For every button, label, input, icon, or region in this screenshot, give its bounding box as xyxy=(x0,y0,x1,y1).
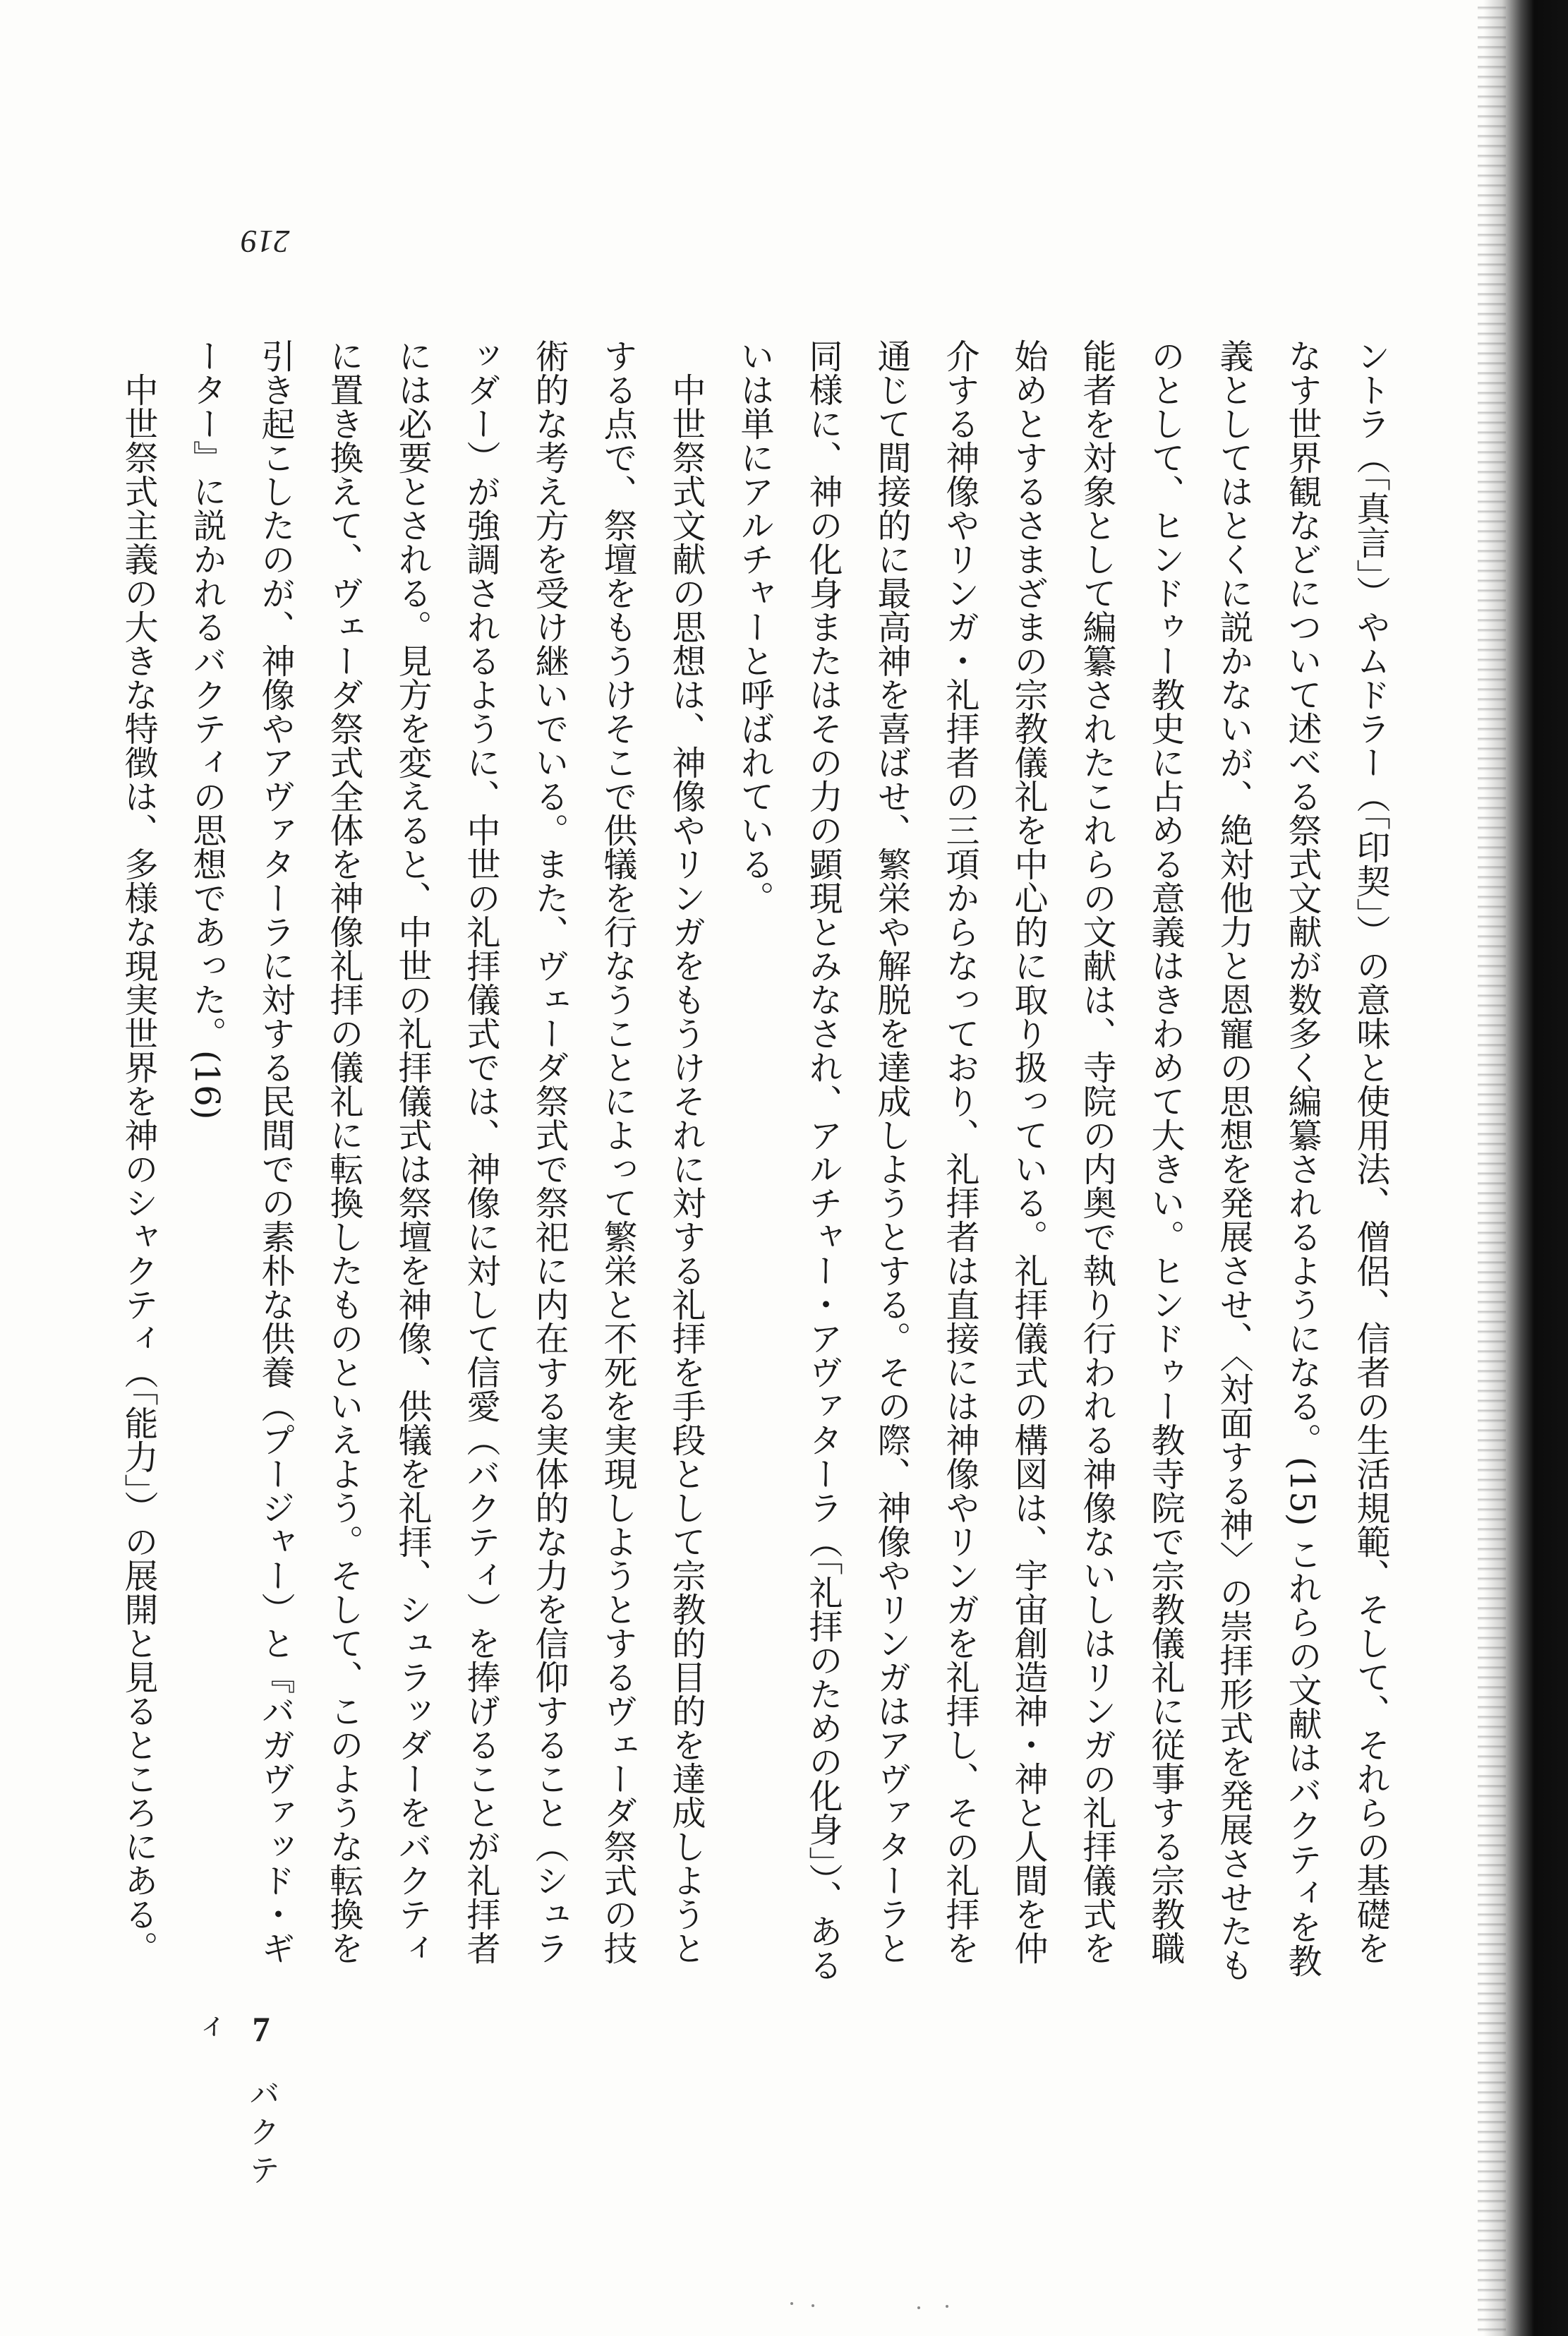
paragraph-2: 中世祭式文献の思想は、神像やリンガをもうけそれに対する礼拝を手段として宗教的目的を達成しようとする点で、祭壇をもうけそこで供犠を行なうことによって繁栄と不死を実現しようとするヴェーダ祭式の技術的な考え方を受け継いでいる。また、ヴェーダ祭式で祭祀に内在する実体的な力を信仰すること（シュラッダー）が強調されるように、中世の礼拝儀式では、神像に対して信愛（バクティ）を捧げることが礼拝者には必要とされる。見方を変えると、中世の礼拝儀式は祭壇を神像、供犠を礼拝、シュラッダーをバクティに置き換えて、ヴェーダ祭式全体を神像礼拝の儀礼に転換したものといえよう。そして、このような転換を引き起こしたのが、神像やアヴァターラに対する民間での素朴な供養（プージャー）と『バガヴァッド・ギーター』に説かれるバクティの思想であった。(16) xyxy=(187,339,706,1965)
scan-speck xyxy=(917,2306,920,2309)
paragraph-1: ントラ（「真言」）やムドラー（「印契」）の意味と使用法、僧侶、信者の生活規範、そして、それらの基礎をなす世界観などについて述べる祭式文献が数多く編纂されるようになる。(15) これらの文献はバクティを教義としてはとくに説かないが、絶対他力と恩寵の思想を発展させ、〈対面する神〉の崇拝形式を発展させたものとして、ヒンドゥー教史に占める意義はきわめて大きい。ヒンドゥー教寺院で宗教儀礼に従事する宗教職能者を対象として編纂されたこれらの文献は、寺院の内奥で執り行われる神像ないしはリンガの礼拝儀式を始めとするさまざまの宗教儀礼を中心的に取り扱っている。礼拝儀式の構図は、宇宙創造神・神と人間を仲介する神像やリンガ・礼拝者の三項からなっており、礼拝者は直接には神像やリンガを礼拝し、その礼拝を通じて間接的に最高神を喜ばせ、繁栄や解脱を達成しようとする。その際、神像やリンガはアヴァターラと同様に、神の化身またはその力の顕現とみなされ、アルチャー・アヴァターラ（「礼拝のための化身」）、あるいは単にアルチャーと呼ばれている。 xyxy=(735,339,1390,1982)
chapter-title: バクティ xyxy=(187,2011,279,2192)
binding-texture xyxy=(1478,0,1506,2336)
scan-speck xyxy=(790,2302,793,2305)
page-number: 219 xyxy=(241,224,290,260)
chapter-number: 7 xyxy=(252,2011,270,2047)
paragraph-3: 中世祭式主義の大きな特徴は、多様な現実世界を神のシャクティ（「能力」）の展開と見るところにある。 xyxy=(119,373,158,1965)
scan-speck xyxy=(946,2305,948,2308)
body-text xyxy=(119,339,1404,1983)
running-footer xyxy=(187,2011,289,2223)
scan-speck xyxy=(812,2304,814,2307)
